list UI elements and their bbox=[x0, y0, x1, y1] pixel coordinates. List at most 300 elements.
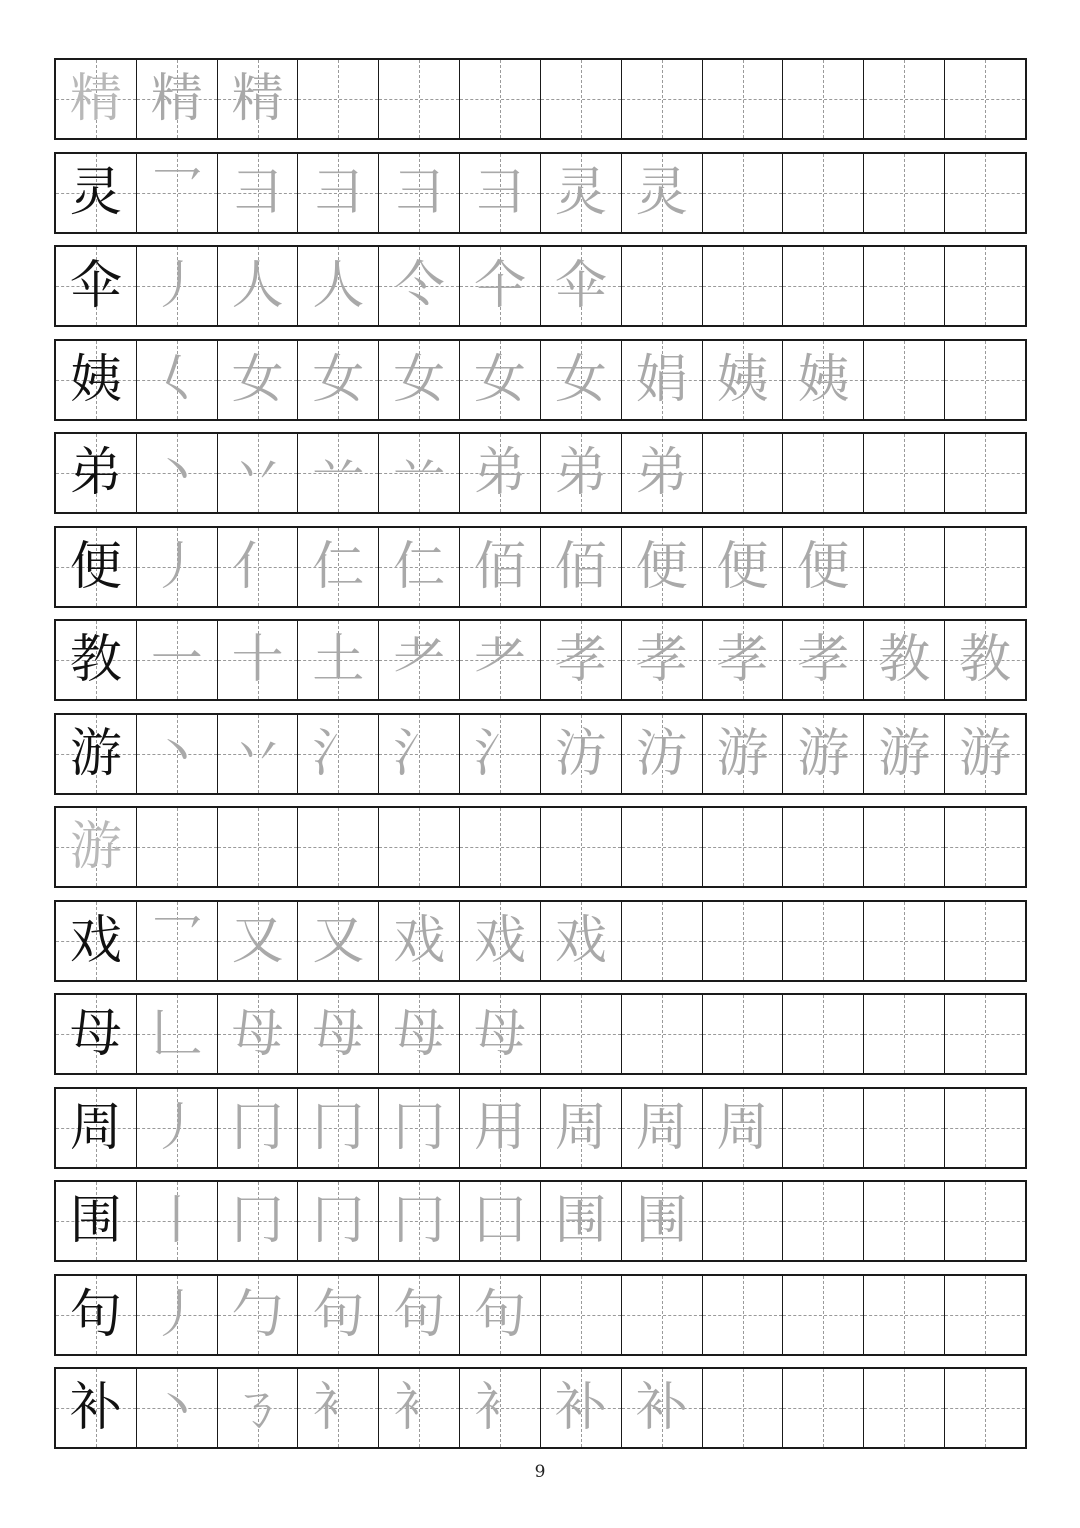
stroke-order-cell bbox=[622, 1182, 703, 1260]
stroke-order-cell bbox=[622, 1089, 703, 1167]
stroke-order-cell bbox=[218, 154, 299, 232]
empty-practice-cell[interactable] bbox=[622, 247, 703, 325]
stroke-order-cell bbox=[541, 715, 622, 793]
stroke-step: 仒 bbox=[393, 256, 446, 316]
empty-practice-cell[interactable] bbox=[622, 902, 703, 980]
stroke-order-cell bbox=[703, 1089, 784, 1167]
stroke-step: 冂 bbox=[312, 1191, 365, 1251]
practice-row bbox=[54, 806, 1027, 888]
stroke-order-cell bbox=[541, 341, 622, 419]
stroke-order-cell bbox=[460, 154, 541, 232]
stroke-order-cell bbox=[703, 621, 784, 699]
stroke-step: 围 bbox=[554, 1191, 607, 1251]
stroke-step: 补 bbox=[554, 1378, 607, 1438]
empty-practice-cell[interactable] bbox=[298, 60, 379, 138]
stroke-step: 弟 bbox=[474, 443, 527, 503]
stroke-order-cell bbox=[783, 621, 864, 699]
stroke-step: 又 bbox=[312, 910, 365, 971]
empty-practice-cell[interactable] bbox=[864, 995, 945, 1073]
stroke-step: 冂 bbox=[231, 1191, 284, 1251]
stroke-order-cell bbox=[137, 60, 218, 138]
stroke-order-cell bbox=[298, 715, 379, 793]
stroke-order-cell bbox=[703, 715, 784, 793]
stroke-order-cell bbox=[379, 621, 460, 699]
model-character: 戏 bbox=[69, 910, 122, 971]
stroke-order-cell bbox=[379, 247, 460, 325]
empty-practice-cell[interactable] bbox=[864, 902, 945, 980]
model-character-cell bbox=[56, 247, 137, 325]
stroke-step: 孝 bbox=[635, 630, 688, 690]
stroke-order-cell bbox=[541, 528, 622, 606]
stroke-order-cell bbox=[460, 341, 541, 419]
model-character-cell bbox=[56, 995, 137, 1073]
empty-practice-cell[interactable] bbox=[541, 1276, 622, 1354]
stroke-step: 丨 bbox=[150, 1191, 203, 1251]
stroke-step: 女 bbox=[393, 349, 446, 410]
stroke-order-cell bbox=[298, 902, 379, 980]
empty-practice-cell[interactable] bbox=[945, 902, 1025, 980]
stroke-step: 冂 bbox=[231, 1097, 284, 1158]
practice-row bbox=[54, 152, 1027, 234]
stroke-order-cell bbox=[298, 1369, 379, 1447]
empty-practice-cell[interactable] bbox=[945, 154, 1025, 232]
empty-practice-cell[interactable] bbox=[864, 808, 945, 886]
stroke-step: 戏 bbox=[474, 910, 527, 971]
stroke-step: 女 bbox=[312, 349, 365, 410]
empty-practice-cell[interactable] bbox=[541, 60, 622, 138]
stroke-step: 丷 bbox=[231, 443, 284, 503]
empty-practice-cell[interactable] bbox=[864, 60, 945, 138]
stroke-step: 教 bbox=[959, 630, 1012, 690]
stroke-step: 乛 bbox=[150, 910, 203, 971]
empty-practice-cell[interactable] bbox=[945, 808, 1025, 886]
stroke-order-cell bbox=[783, 528, 864, 606]
model-character: 灵 bbox=[69, 162, 122, 223]
stroke-step: 汸 bbox=[635, 723, 688, 784]
stroke-step: 仐 bbox=[474, 256, 527, 316]
stroke-order-cell bbox=[460, 1369, 541, 1447]
model-character-cell bbox=[56, 154, 137, 232]
model-character-cell bbox=[56, 902, 137, 980]
stroke-order-cell bbox=[298, 621, 379, 699]
stroke-order-cell bbox=[218, 1089, 299, 1167]
stroke-step: 便 bbox=[797, 536, 850, 597]
empty-practice-cell[interactable] bbox=[622, 808, 703, 886]
empty-practice-cell[interactable] bbox=[783, 154, 864, 232]
stroke-order-cell bbox=[541, 247, 622, 325]
empty-practice-cell[interactable] bbox=[541, 995, 622, 1073]
model-character: 游 bbox=[69, 817, 122, 877]
stroke-step: 精 bbox=[231, 69, 284, 129]
model-character: 周 bbox=[69, 1097, 122, 1158]
stroke-step: 仁 bbox=[312, 536, 365, 597]
stroke-order-cell bbox=[622, 434, 703, 512]
stroke-order-cell bbox=[218, 60, 299, 138]
practice-row bbox=[54, 339, 1027, 421]
stroke-order-cell bbox=[945, 621, 1025, 699]
stroke-step: 游 bbox=[878, 723, 931, 784]
model-character-cell bbox=[56, 1182, 137, 1260]
stroke-step: 耂 bbox=[474, 630, 527, 690]
stroke-order-cell bbox=[379, 715, 460, 793]
empty-practice-cell[interactable] bbox=[622, 60, 703, 138]
empty-practice-cell[interactable] bbox=[783, 247, 864, 325]
stroke-order-cell bbox=[298, 1276, 379, 1354]
stroke-step: 佰 bbox=[474, 536, 527, 597]
stroke-order-cell bbox=[622, 621, 703, 699]
stroke-order-cell bbox=[137, 434, 218, 512]
empty-practice-cell[interactable] bbox=[218, 808, 299, 886]
stroke-order-cell bbox=[460, 621, 541, 699]
model-character: 教 bbox=[69, 630, 122, 690]
empty-practice-cell[interactable] bbox=[703, 995, 784, 1073]
stroke-order-cell bbox=[218, 434, 299, 512]
stroke-step: 汸 bbox=[554, 723, 607, 784]
model-character-cell bbox=[56, 528, 137, 606]
empty-practice-cell[interactable] bbox=[703, 1369, 784, 1447]
empty-practice-cell[interactable] bbox=[864, 434, 945, 512]
stroke-order-cell bbox=[218, 528, 299, 606]
model-character: 游 bbox=[69, 723, 122, 784]
stroke-order-cell bbox=[379, 902, 460, 980]
stroke-step: 丿 bbox=[150, 1284, 203, 1345]
empty-practice-cell[interactable] bbox=[783, 1182, 864, 1260]
empty-practice-cell[interactable] bbox=[945, 1369, 1025, 1447]
stroke-order-cell bbox=[137, 902, 218, 980]
stroke-order-cell bbox=[622, 154, 703, 232]
stroke-order-cell bbox=[622, 341, 703, 419]
stroke-order-cell bbox=[379, 341, 460, 419]
stroke-step: 戏 bbox=[554, 910, 607, 971]
stroke-order-cell bbox=[622, 1369, 703, 1447]
empty-practice-cell[interactable] bbox=[864, 247, 945, 325]
stroke-step: 勹 bbox=[231, 1284, 284, 1345]
stroke-order-cell bbox=[622, 715, 703, 793]
stroke-step: 耂 bbox=[393, 630, 446, 690]
stroke-order-cell bbox=[541, 1089, 622, 1167]
practice-row bbox=[54, 245, 1027, 327]
stroke-order-cell bbox=[379, 1182, 460, 1260]
stroke-step: 母 bbox=[312, 1004, 365, 1064]
stroke-step: 氵 bbox=[393, 723, 446, 784]
model-character: 母 bbox=[69, 1004, 122, 1064]
stroke-order-cell bbox=[460, 995, 541, 1073]
stroke-order-cell bbox=[541, 434, 622, 512]
empty-practice-cell[interactable] bbox=[622, 995, 703, 1073]
empty-practice-cell[interactable] bbox=[945, 1089, 1025, 1167]
stroke-step: 游 bbox=[797, 723, 850, 784]
stroke-step: 补 bbox=[635, 1378, 688, 1438]
model-character: 精 bbox=[69, 69, 122, 129]
stroke-step: 彐 bbox=[474, 162, 527, 223]
stroke-order-cell bbox=[783, 341, 864, 419]
stroke-step: 周 bbox=[635, 1097, 688, 1158]
practice-row bbox=[54, 1087, 1027, 1169]
empty-practice-cell[interactable] bbox=[864, 1089, 945, 1167]
empty-practice-cell[interactable] bbox=[703, 247, 784, 325]
stroke-order-cell bbox=[218, 621, 299, 699]
stroke-order-cell bbox=[298, 995, 379, 1073]
empty-practice-cell[interactable] bbox=[783, 60, 864, 138]
empty-practice-cell[interactable] bbox=[945, 434, 1025, 512]
stroke-order-cell bbox=[379, 528, 460, 606]
stroke-order-cell bbox=[460, 1089, 541, 1167]
stroke-order-cell bbox=[541, 1369, 622, 1447]
stroke-step: 弟 bbox=[635, 443, 688, 503]
empty-practice-cell[interactable] bbox=[379, 60, 460, 138]
stroke-step: 氵 bbox=[474, 723, 527, 784]
practice-row bbox=[54, 1180, 1027, 1262]
empty-practice-cell[interactable] bbox=[783, 434, 864, 512]
stroke-step: 丷 bbox=[231, 723, 284, 784]
model-character-cell bbox=[56, 1276, 137, 1354]
stroke-order-cell bbox=[137, 1089, 218, 1167]
empty-practice-cell[interactable] bbox=[783, 808, 864, 886]
stroke-step: 周 bbox=[716, 1097, 769, 1158]
empty-practice-cell[interactable] bbox=[945, 528, 1025, 606]
stroke-order-cell bbox=[137, 247, 218, 325]
stroke-step: 衤 bbox=[312, 1378, 365, 1438]
stroke-order-cell bbox=[298, 528, 379, 606]
stroke-order-cell bbox=[298, 434, 379, 512]
stroke-order-cell bbox=[460, 247, 541, 325]
empty-practice-cell[interactable] bbox=[460, 808, 541, 886]
stroke-step: 周 bbox=[554, 1097, 607, 1158]
empty-practice-cell[interactable] bbox=[703, 60, 784, 138]
empty-practice-cell[interactable] bbox=[783, 902, 864, 980]
stroke-step: 䒑 bbox=[393, 443, 446, 503]
stroke-step: 便 bbox=[635, 536, 688, 597]
stroke-order-cell bbox=[460, 528, 541, 606]
stroke-order-cell bbox=[460, 1182, 541, 1260]
stroke-step: 又 bbox=[231, 910, 284, 971]
stroke-step: 仁 bbox=[393, 536, 446, 597]
empty-practice-cell[interactable] bbox=[379, 808, 460, 886]
stroke-step: 彐 bbox=[393, 162, 446, 223]
empty-practice-cell[interactable] bbox=[783, 1089, 864, 1167]
empty-practice-cell[interactable] bbox=[541, 808, 622, 886]
stroke-order-cell bbox=[379, 154, 460, 232]
stroke-order-cell bbox=[703, 528, 784, 606]
model-character-cell bbox=[56, 715, 137, 793]
stroke-order-cell bbox=[137, 1369, 218, 1447]
model-character-cell bbox=[56, 808, 137, 886]
stroke-step: 丶 bbox=[150, 723, 203, 784]
stroke-order-cell bbox=[298, 154, 379, 232]
stroke-order-cell bbox=[945, 715, 1025, 793]
stroke-step: 土 bbox=[312, 630, 365, 690]
stroke-order-cell bbox=[298, 1089, 379, 1167]
stroke-order-cell bbox=[137, 528, 218, 606]
stroke-order-cell bbox=[622, 528, 703, 606]
empty-practice-cell[interactable] bbox=[864, 1369, 945, 1447]
empty-practice-cell[interactable] bbox=[622, 1276, 703, 1354]
model-character: 补 bbox=[69, 1378, 122, 1438]
stroke-step: 𠃊 bbox=[150, 1004, 203, 1064]
page-number: 9 bbox=[534, 1462, 546, 1482]
empty-practice-cell[interactable] bbox=[703, 1276, 784, 1354]
stroke-step: 灵 bbox=[635, 162, 688, 223]
stroke-order-cell bbox=[541, 154, 622, 232]
stroke-step: 衤 bbox=[393, 1378, 446, 1438]
stroke-step: 丶 bbox=[150, 1378, 203, 1438]
stroke-order-cell bbox=[703, 341, 784, 419]
stroke-order-cell bbox=[137, 715, 218, 793]
stroke-step: 母 bbox=[393, 1004, 446, 1064]
stroke-step: 用 bbox=[474, 1097, 527, 1158]
stroke-order-cell bbox=[218, 247, 299, 325]
empty-practice-cell[interactable] bbox=[783, 1276, 864, 1354]
stroke-step: 句 bbox=[474, 1284, 527, 1345]
empty-practice-cell[interactable] bbox=[703, 808, 784, 886]
stroke-order-cell bbox=[864, 621, 945, 699]
empty-practice-cell[interactable] bbox=[945, 1276, 1025, 1354]
stroke-order-cell bbox=[460, 1276, 541, 1354]
stroke-step: 孝 bbox=[716, 630, 769, 690]
empty-practice-cell[interactable] bbox=[945, 1182, 1025, 1260]
stroke-order-cell bbox=[379, 995, 460, 1073]
stroke-step: 囗 bbox=[474, 1191, 527, 1251]
empty-practice-cell[interactable] bbox=[298, 808, 379, 886]
stroke-order-cell bbox=[541, 902, 622, 980]
model-character-cell bbox=[56, 60, 137, 138]
stroke-order-cell bbox=[460, 902, 541, 980]
stroke-step: 彐 bbox=[312, 162, 365, 223]
stroke-step: 教 bbox=[878, 630, 931, 690]
stroke-step: 姨 bbox=[716, 349, 769, 410]
practice-grid bbox=[54, 58, 1027, 1461]
stroke-step: 丿 bbox=[150, 1097, 203, 1158]
stroke-step: 冂 bbox=[393, 1097, 446, 1158]
empty-practice-cell[interactable] bbox=[945, 341, 1025, 419]
stroke-step: 女 bbox=[554, 349, 607, 410]
empty-practice-cell[interactable] bbox=[137, 808, 218, 886]
stroke-step: 女 bbox=[474, 349, 527, 410]
stroke-step: 游 bbox=[959, 723, 1012, 784]
stroke-order-cell bbox=[137, 1182, 218, 1260]
stroke-step: 佰 bbox=[554, 536, 607, 597]
stroke-order-cell bbox=[137, 154, 218, 232]
stroke-order-cell bbox=[137, 341, 218, 419]
stroke-step: 衤 bbox=[474, 1378, 527, 1438]
stroke-order-cell bbox=[460, 434, 541, 512]
stroke-order-cell bbox=[783, 715, 864, 793]
stroke-step: 便 bbox=[716, 536, 769, 597]
empty-practice-cell[interactable] bbox=[460, 60, 541, 138]
empty-practice-cell[interactable] bbox=[703, 154, 784, 232]
model-character: 弟 bbox=[69, 443, 122, 503]
stroke-order-cell bbox=[218, 1182, 299, 1260]
stroke-step: 冂 bbox=[312, 1097, 365, 1158]
stroke-step: 句 bbox=[393, 1284, 446, 1345]
stroke-step: 精 bbox=[150, 69, 203, 129]
stroke-order-cell bbox=[218, 341, 299, 419]
model-character: 句 bbox=[69, 1284, 122, 1345]
practice-row bbox=[54, 619, 1027, 701]
stroke-step: 女 bbox=[231, 349, 284, 410]
stroke-step: 丿 bbox=[150, 256, 203, 316]
stroke-order-cell bbox=[460, 715, 541, 793]
stroke-step: 母 bbox=[474, 1004, 527, 1064]
model-character: 伞 bbox=[69, 256, 122, 316]
practice-row bbox=[54, 58, 1027, 140]
stroke-step: 䒑 bbox=[312, 443, 365, 503]
stroke-step: 孝 bbox=[797, 630, 850, 690]
stroke-step: 姨 bbox=[797, 349, 850, 410]
stroke-order-cell bbox=[137, 1276, 218, 1354]
stroke-step: 丶 bbox=[150, 443, 203, 503]
stroke-step: 十 bbox=[231, 630, 284, 690]
stroke-order-cell bbox=[137, 995, 218, 1073]
empty-practice-cell[interactable] bbox=[864, 528, 945, 606]
model-character: 姨 bbox=[69, 349, 122, 410]
model-character: 便 bbox=[69, 536, 122, 597]
stroke-order-cell bbox=[541, 1182, 622, 1260]
model-character-cell bbox=[56, 621, 137, 699]
stroke-step: 灵 bbox=[554, 162, 607, 223]
empty-practice-cell[interactable] bbox=[783, 995, 864, 1073]
stroke-order-cell bbox=[218, 995, 299, 1073]
stroke-order-cell bbox=[137, 621, 218, 699]
empty-practice-cell[interactable] bbox=[945, 247, 1025, 325]
stroke-step: 乛 bbox=[150, 162, 203, 223]
stroke-order-cell bbox=[218, 1276, 299, 1354]
empty-practice-cell[interactable] bbox=[945, 995, 1025, 1073]
stroke-step: 亻 bbox=[231, 536, 284, 597]
stroke-step: 一 bbox=[150, 630, 203, 690]
model-character-cell bbox=[56, 341, 137, 419]
stroke-step: 彐 bbox=[231, 162, 284, 223]
stroke-step: 人 bbox=[231, 256, 284, 316]
stroke-step: 冂 bbox=[393, 1191, 446, 1251]
stroke-step: 母 bbox=[231, 1004, 284, 1064]
empty-practice-cell[interactable] bbox=[864, 1182, 945, 1260]
stroke-order-cell bbox=[298, 1182, 379, 1260]
stroke-order-cell bbox=[218, 715, 299, 793]
empty-practice-cell[interactable] bbox=[945, 60, 1025, 138]
stroke-step: 丿 bbox=[150, 536, 203, 597]
empty-practice-cell[interactable] bbox=[703, 1182, 784, 1260]
stroke-order-cell bbox=[298, 247, 379, 325]
stroke-step: 弟 bbox=[554, 443, 607, 503]
empty-practice-cell[interactable] bbox=[864, 341, 945, 419]
stroke-order-cell bbox=[379, 1369, 460, 1447]
empty-practice-cell[interactable] bbox=[864, 1276, 945, 1354]
model-character-cell bbox=[56, 434, 137, 512]
empty-practice-cell[interactable] bbox=[703, 902, 784, 980]
stroke-step: 伞 bbox=[554, 256, 607, 316]
empty-practice-cell[interactable] bbox=[864, 154, 945, 232]
stroke-step: 围 bbox=[635, 1191, 688, 1251]
stroke-order-cell bbox=[298, 341, 379, 419]
stroke-step: 𡿨 bbox=[150, 349, 203, 410]
stroke-step: 人 bbox=[312, 256, 365, 316]
practice-row bbox=[54, 1274, 1027, 1356]
practice-row bbox=[54, 713, 1027, 795]
stroke-order-cell bbox=[379, 1089, 460, 1167]
stroke-order-cell bbox=[379, 434, 460, 512]
model-character-cell bbox=[56, 1369, 137, 1447]
stroke-order-cell bbox=[218, 1369, 299, 1447]
empty-practice-cell[interactable] bbox=[783, 1369, 864, 1447]
stroke-step: 娟 bbox=[635, 349, 688, 410]
practice-row bbox=[54, 900, 1027, 982]
practice-row bbox=[54, 993, 1027, 1075]
stroke-step: 戏 bbox=[393, 910, 446, 971]
stroke-step: 氵 bbox=[312, 723, 365, 784]
model-character-cell bbox=[56, 1089, 137, 1167]
empty-practice-cell[interactable] bbox=[703, 434, 784, 512]
